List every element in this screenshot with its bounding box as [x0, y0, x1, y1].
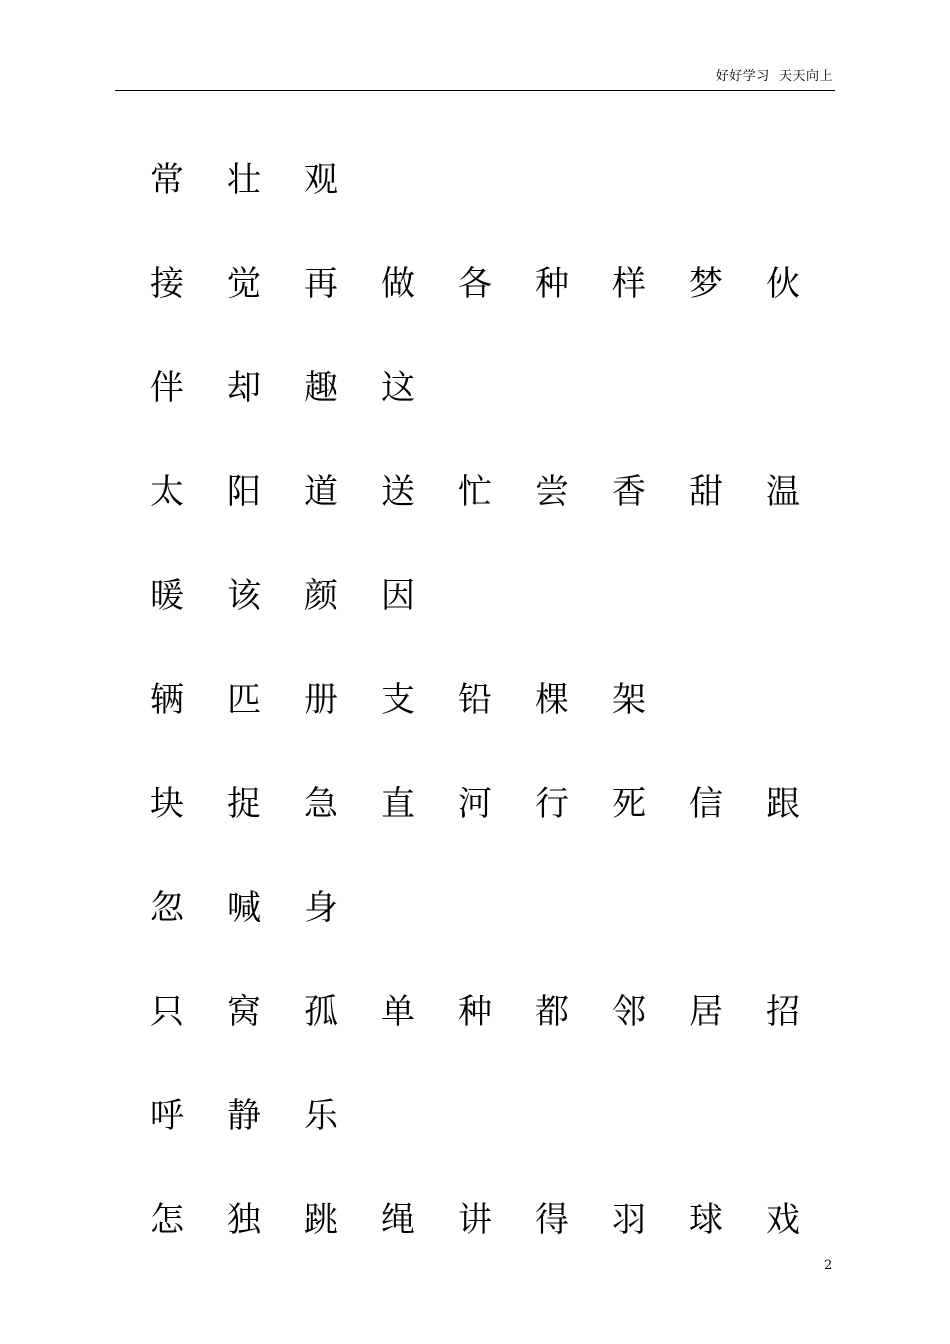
character: 球 [689, 1200, 723, 1240]
character: 戏 [766, 1200, 800, 1240]
character: 该 [227, 576, 261, 616]
character: 行 [535, 784, 569, 824]
character: 跟 [766, 784, 800, 824]
character-row [150, 674, 850, 778]
character: 绳 [381, 1200, 415, 1240]
character-row [150, 258, 850, 362]
character: 都 [535, 992, 569, 1032]
character-list [150, 154, 850, 1298]
character-row [150, 154, 850, 258]
character: 伙 [766, 264, 800, 304]
header-text: 好好学习 天天向上 [715, 69, 833, 84]
character: 居 [689, 992, 723, 1032]
character: 乐 [304, 1096, 338, 1136]
character: 暖 [150, 576, 184, 616]
character: 急 [304, 784, 338, 824]
character: 再 [304, 264, 338, 304]
character-row [150, 986, 850, 1090]
character: 种 [458, 992, 492, 1032]
character: 甜 [689, 472, 723, 512]
character: 羽 [612, 1200, 646, 1240]
character: 信 [689, 784, 723, 824]
character: 梦 [689, 264, 723, 304]
character: 死 [612, 784, 646, 824]
page-header [115, 62, 835, 91]
character-row [150, 466, 850, 570]
character: 观 [304, 160, 338, 200]
character: 却 [227, 368, 261, 408]
character: 块 [150, 784, 184, 824]
character: 呼 [150, 1096, 184, 1136]
character: 独 [227, 1200, 261, 1240]
character: 送 [381, 472, 415, 512]
character: 道 [304, 472, 338, 512]
character: 邻 [612, 992, 646, 1032]
character: 棵 [535, 680, 569, 720]
character: 趣 [304, 368, 338, 408]
character: 支 [381, 680, 415, 720]
character: 忙 [458, 472, 492, 512]
character-row [150, 362, 850, 466]
character: 孤 [304, 992, 338, 1032]
character: 得 [535, 1200, 569, 1240]
character: 尝 [535, 472, 569, 512]
character: 太 [150, 472, 184, 512]
character: 河 [458, 784, 492, 824]
character: 这 [381, 368, 415, 408]
character: 跳 [304, 1200, 338, 1240]
character: 忽 [150, 888, 184, 928]
character: 怎 [150, 1200, 184, 1240]
character: 觉 [227, 264, 261, 304]
character: 铅 [458, 680, 492, 720]
character: 温 [766, 472, 800, 512]
character: 讲 [458, 1200, 492, 1240]
character: 招 [766, 992, 800, 1032]
character: 因 [381, 576, 415, 616]
character: 捉 [227, 784, 261, 824]
character: 册 [304, 680, 338, 720]
character-row [150, 882, 850, 986]
character: 种 [535, 264, 569, 304]
character: 静 [227, 1096, 261, 1136]
character: 各 [458, 264, 492, 304]
character: 身 [304, 888, 338, 928]
page-number: 2 [824, 1258, 833, 1273]
character: 阳 [227, 472, 261, 512]
character: 伴 [150, 368, 184, 408]
character: 做 [381, 264, 415, 304]
character-row [150, 778, 850, 882]
character: 单 [381, 992, 415, 1032]
character-row [150, 1194, 850, 1298]
character: 样 [612, 264, 646, 304]
character: 架 [612, 680, 646, 720]
character: 接 [150, 264, 184, 304]
character: 常 [150, 160, 184, 200]
character: 直 [381, 784, 415, 824]
character: 香 [612, 472, 646, 512]
character: 壮 [227, 160, 261, 200]
character-row [150, 570, 850, 674]
character-row [150, 1090, 850, 1194]
character: 窝 [227, 992, 261, 1032]
character: 只 [150, 992, 184, 1032]
character: 颜 [304, 576, 338, 616]
character: 匹 [227, 680, 261, 720]
character: 辆 [150, 680, 184, 720]
character: 喊 [227, 888, 261, 928]
